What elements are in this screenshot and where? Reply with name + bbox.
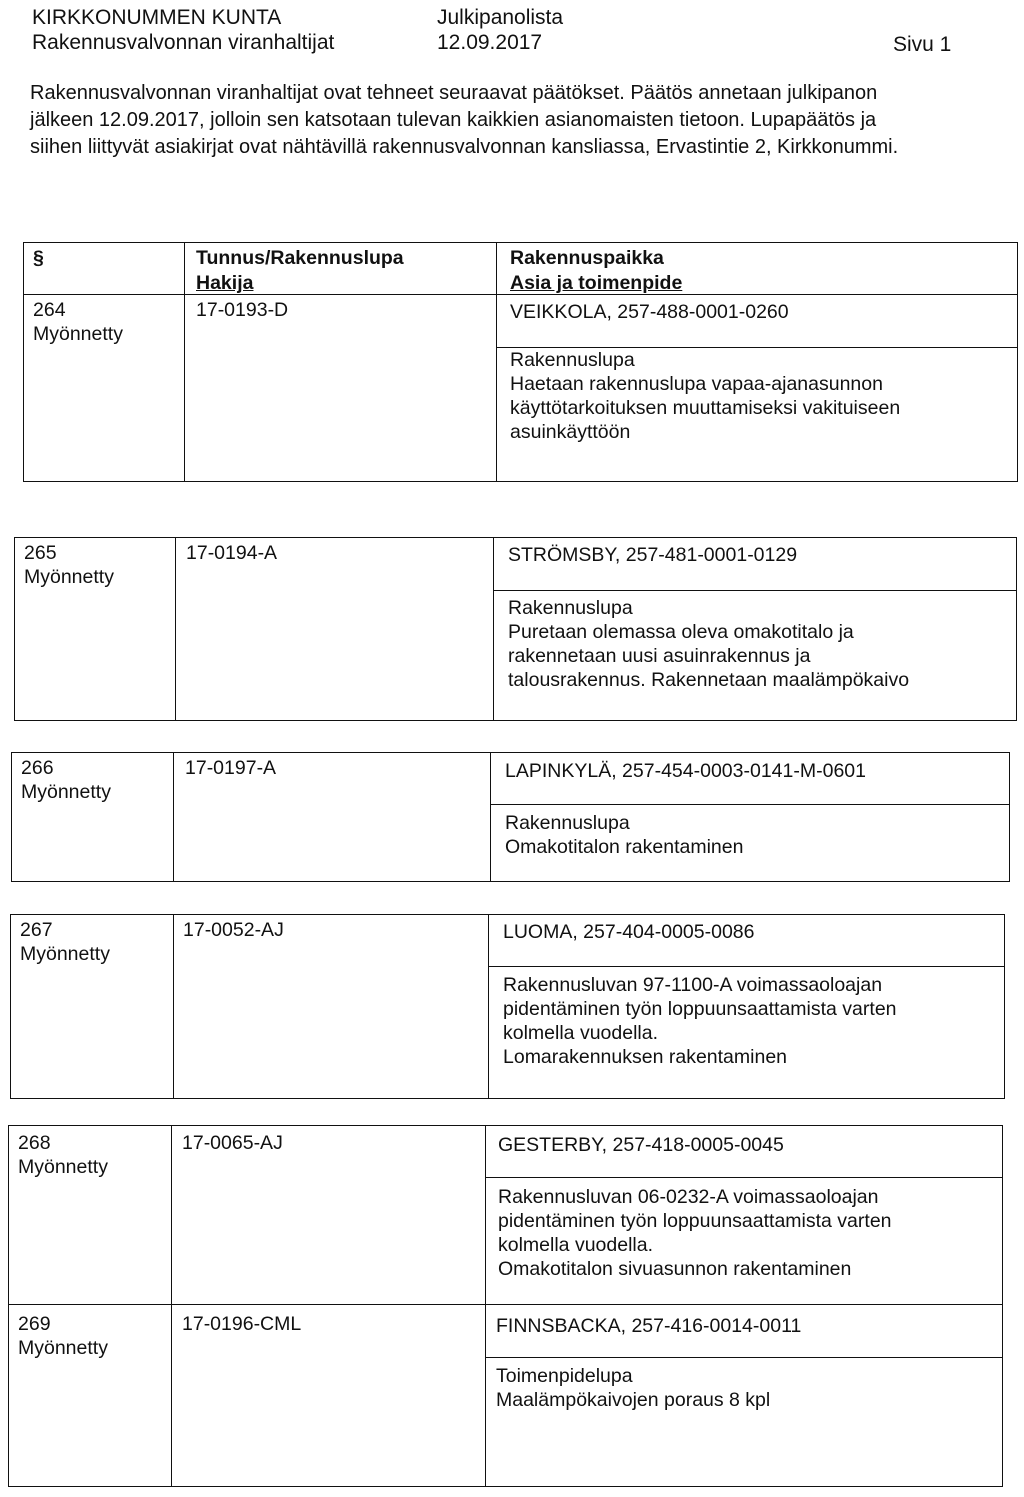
column-divider xyxy=(175,537,176,721)
description-line: talousrakennus. Rakennetaan maalämpökaivo xyxy=(508,669,910,691)
column-divider xyxy=(490,752,491,882)
building-site: FINNSBACKA, 257-416-0014-0011 xyxy=(496,1315,802,1337)
permit-code: 17-0052-AJ xyxy=(183,919,284,941)
decision-status: Myönnetty xyxy=(18,1337,108,1359)
matter-column-heading: Asia ja toimenpide xyxy=(510,272,683,294)
column-divider xyxy=(184,242,185,482)
permit-code: 17-0196-CML xyxy=(182,1313,302,1335)
decision-description xyxy=(503,973,1003,1069)
decision-description xyxy=(496,1364,996,1412)
column-divider xyxy=(488,914,489,1099)
description-line: Toimenpidelupa xyxy=(496,1365,633,1387)
intro-paragraph xyxy=(30,80,1005,161)
description-line: Rakennuslupa xyxy=(505,812,630,834)
description-line: Puretaan olemassa oleva omakotitalo ja xyxy=(508,621,854,643)
intro-line: jälkeen 12.09.2017, jolloin sen katsotaan tulevan kaikkien asianomaisten tietoon. Lupapäätös ja xyxy=(30,109,877,131)
description-line: Maalämpökaivojen poraus 8 kpl xyxy=(496,1389,771,1411)
description-line: asuinkäyttöön xyxy=(510,421,631,443)
decision-number: 269 xyxy=(18,1313,51,1335)
row-rule xyxy=(485,1357,1003,1358)
row-rule xyxy=(488,966,1005,967)
applicant-column-heading: Hakija xyxy=(196,272,254,294)
department-name: Rakennusvalvonnan viranhaltijat xyxy=(32,31,335,54)
decision-status: Myönnetty xyxy=(21,781,111,803)
description-line: pidentäminen työn loppuunsaattamista varten xyxy=(503,998,897,1020)
decision-description xyxy=(508,596,1008,692)
decision-block-268-269 xyxy=(8,1125,1003,1487)
permit-code: 17-0193-D xyxy=(196,299,289,321)
intro-line: Rakennusvalvonnan viranhaltijat ovat tehneet seuraavat päätökset. Päätös annetaan julkipanon xyxy=(30,82,878,104)
decision-number: 266 xyxy=(21,757,54,779)
place-column-heading: Rakennuspaikka xyxy=(510,247,664,269)
decision-number: 267 xyxy=(20,919,53,941)
description-line: kolmella vuodella. xyxy=(498,1234,654,1256)
decision-number: 268 xyxy=(18,1132,51,1154)
permit-code: 17-0194-A xyxy=(186,542,278,564)
row-rule xyxy=(490,804,1010,805)
column-divider xyxy=(496,242,497,482)
description-line: Rakennusluvan 97-1100-A voimassaoloajan xyxy=(503,974,883,996)
decision-number: 265 xyxy=(24,542,57,564)
decision-description xyxy=(505,811,1005,859)
building-site: GESTERBY, 257-418-0005-0045 xyxy=(498,1134,784,1156)
description-line: rakennetaan uusi asuinrakennus ja xyxy=(508,645,811,667)
building-site: LAPINKYLÄ, 257-454-0003-0141-M-0601 xyxy=(505,760,866,782)
building-site: LUOMA, 257-404-0005-0086 xyxy=(503,921,755,943)
row-rule xyxy=(485,1177,1003,1178)
description-line: kolmella vuodella. xyxy=(503,1022,659,1044)
description-line: Omakotitalon sivuasunnon rakentaminen xyxy=(498,1258,852,1280)
description-line: käyttötarkoituksen muuttamiseksi vakituiseen xyxy=(510,397,901,419)
municipality-name: KIRKKONUMMEN KUNTA xyxy=(32,6,282,29)
decision-status: Myönnetty xyxy=(33,323,123,345)
id-column-heading: Tunnus/Rakennuslupa xyxy=(196,247,404,269)
description-line: Rakennuslupa xyxy=(510,349,635,371)
document-date: 12.09.2017 xyxy=(437,31,543,54)
permit-code: 17-0065-AJ xyxy=(182,1132,283,1154)
decision-number: 264 xyxy=(33,299,66,321)
column-divider xyxy=(485,1125,486,1487)
building-site: VEIKKOLA, 257-488-0001-0260 xyxy=(510,301,789,323)
building-site: STRÖMSBY, 257-481-0001-0129 xyxy=(508,544,798,566)
row-separator xyxy=(8,1304,1003,1305)
description-line: Omakotitalon rakentaminen xyxy=(505,836,744,858)
permit-code: 17-0197-A xyxy=(185,757,277,779)
decision-status: Myönnetty xyxy=(18,1156,108,1178)
decision-description xyxy=(498,1185,998,1281)
description-line: Lomarakennuksen rakentaminen xyxy=(503,1046,788,1068)
column-divider xyxy=(173,914,174,1099)
column-divider xyxy=(493,537,494,721)
row-rule xyxy=(493,590,1017,591)
decision-status: Myönnetty xyxy=(20,943,110,965)
description-line: Haetaan rakennuslupa vapaa-ajanasunnon xyxy=(510,373,883,395)
decision-description xyxy=(510,348,1010,444)
page-number: Sivu 1 xyxy=(893,33,952,56)
intro-line: siihen liittyvät asiakirjat ovat nähtävillä rakennusvalvonnan kansliassa, Ervastintie 2, Kirkkonummi. xyxy=(30,136,899,158)
section-symbol-heading: § xyxy=(33,247,44,269)
description-line: pidentäminen työn loppuunsaattamista varten xyxy=(498,1210,892,1232)
description-line: Rakennuslupa xyxy=(508,597,633,619)
column-divider xyxy=(173,752,174,882)
decision-status: Myönnetty xyxy=(24,566,114,588)
column-divider xyxy=(171,1125,172,1487)
description-line: Rakennusluvan 06-0232-A voimassaoloajan xyxy=(498,1186,879,1208)
document-type: Julkipanolista xyxy=(437,6,564,29)
